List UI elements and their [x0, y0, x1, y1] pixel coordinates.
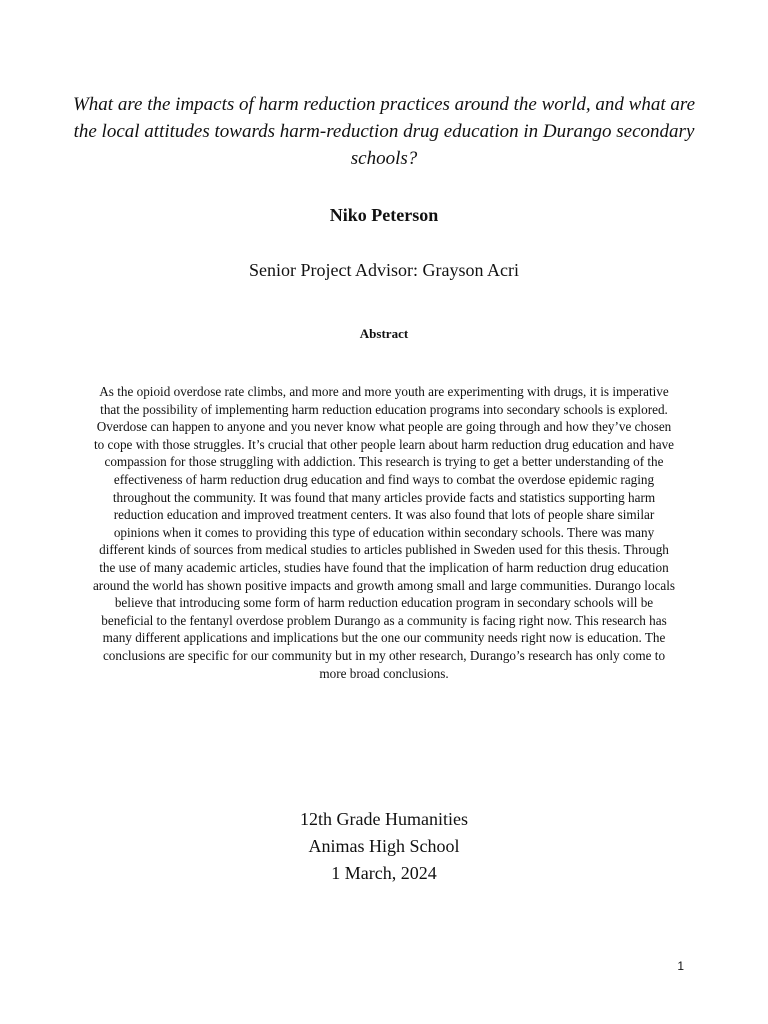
abstract-body: As the opioid overdose rate climbs, and more and more youth are experimenting with drugs, it is imperative that the possibility of implementing harm reduction education programs into secondary schools is explored. Overdose can happen to anyone and you never know what people are going through and how they’ve chosen to cope with those struggles. It’s crucial that other people learn about harm reduction drug education and have compassion for those struggling with addiction. This research is trying to get a better understanding of the effectiveness of harm reduction drug education and find ways to combat the overdose epidemic raging throughout the community. It was found that many articles provide facts and statistics supporting harm reduction education and improved treatment centers. It was also found that lots of people share similar opinions when it comes to providing this type of education within secondary schools. There was many different kinds of sources from medical studies to articles published in Sweden used for this thesis. Through the use of many academic articles, studies have found that the implication of harm reduction drug education around the world has shown positive impacts and growth among small and large communities. Durango locals believe that introducing some form of harm reduction education program in secondary schools will be beneficial to the fentanyl overdose problem Durango as a community is facing right now. This research has many different applications and implications but the one our community needs right now is education. The conclusions are specific for our community but in my other research, Durango’s research has only come to more broad conclusions. [92, 384, 676, 681]
title-page-footer [0, 806, 768, 887]
school-line: Animas High School [308, 836, 460, 856]
course-line: 12th Grade Humanities [300, 809, 468, 829]
advisor-line: Senior Project Advisor: Grayson Acri [249, 260, 519, 280]
date-line: 1 March, 2024 [331, 863, 437, 883]
author-name: Niko Peterson [329, 205, 439, 225]
page-number: 1 [677, 959, 684, 973]
abstract-heading: Abstract [359, 326, 409, 341]
paper-title: What are the impacts of harm reduction practices around the world, and what are the local attitudes towards harm-reduction drug education in Durango secondary schools? [72, 94, 696, 169]
